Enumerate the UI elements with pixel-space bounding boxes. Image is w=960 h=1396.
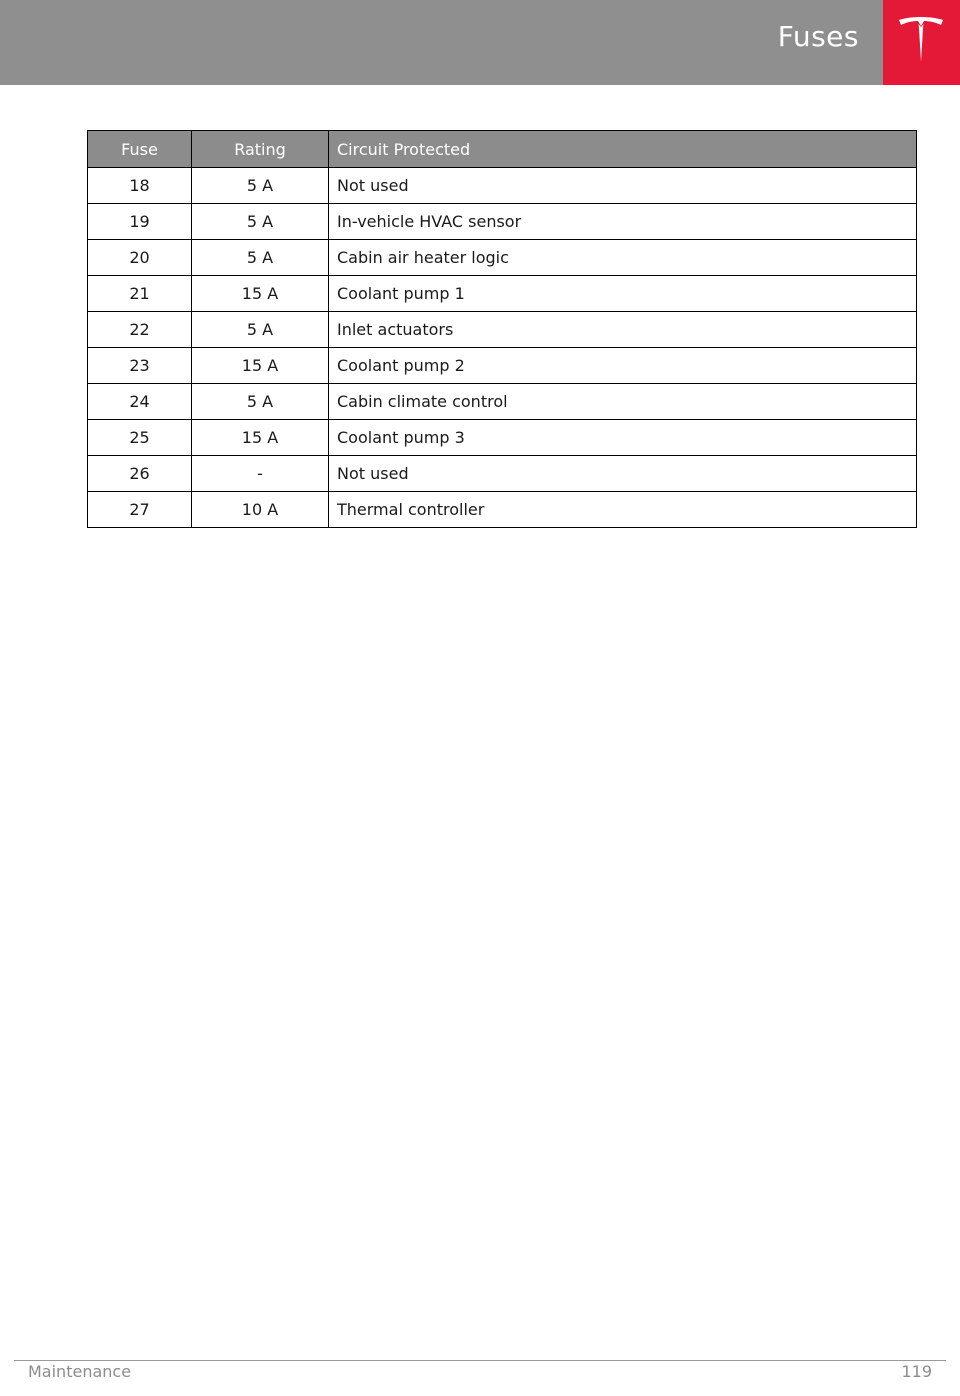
circuit-protected: Coolant pump 1: [329, 276, 917, 312]
circuit-protected: In-vehicle HVAC sensor: [329, 204, 917, 240]
table-row: [88, 312, 917, 348]
footer-section-label: Maintenance: [28, 1362, 132, 1381]
column-header-circuit: Circuit Protected: [329, 131, 917, 168]
footer-divider: [14, 1360, 946, 1361]
circuit-protected: Cabin climate control: [329, 384, 917, 420]
fuse-number: 20: [88, 240, 192, 276]
circuit-protected: Coolant pump 2: [329, 348, 917, 384]
fuse-number: 25: [88, 420, 192, 456]
table-row: [88, 384, 917, 420]
fuse-number: 21: [88, 276, 192, 312]
tesla-logo-icon: [895, 14, 947, 68]
fuse-number: 22: [88, 312, 192, 348]
fuse-number: 27: [88, 492, 192, 528]
table-row: [88, 276, 917, 312]
fuse-number: 19: [88, 204, 192, 240]
circuit-protected: Thermal controller: [329, 492, 917, 528]
header-bar: [0, 0, 883, 85]
table-row: [88, 168, 917, 204]
table-row: [88, 204, 917, 240]
fuse-number: 26: [88, 456, 192, 492]
fuse-rating: 10 A: [192, 492, 329, 528]
fuse-rating: 5 A: [192, 168, 329, 204]
table-row: [88, 456, 917, 492]
footer-page-number: 119: [901, 1362, 932, 1381]
fuse-rating: 15 A: [192, 420, 329, 456]
fuse-number: 23: [88, 348, 192, 384]
page-title: Fuses: [777, 20, 859, 53]
table-row: [88, 420, 917, 456]
circuit-protected: Inlet actuators: [329, 312, 917, 348]
fuse-number: 18: [88, 168, 192, 204]
fuse-rating: 5 A: [192, 312, 329, 348]
table-row: [88, 348, 917, 384]
fuse-rating: 15 A: [192, 348, 329, 384]
fuse-number: 24: [88, 384, 192, 420]
fuse-rating: 15 A: [192, 276, 329, 312]
circuit-protected: Cabin air heater logic: [329, 240, 917, 276]
fuse-table: [87, 130, 917, 528]
circuit-protected: Coolant pump 3: [329, 420, 917, 456]
fuse-rating: 5 A: [192, 384, 329, 420]
table-row: [88, 492, 917, 528]
column-header-rating: Rating: [192, 131, 329, 168]
fuse-rating: 5 A: [192, 204, 329, 240]
logo-box: [883, 0, 960, 85]
circuit-protected: Not used: [329, 168, 917, 204]
fuse-rating: 5 A: [192, 240, 329, 276]
table-row: [88, 240, 917, 276]
fuse-rating: -: [192, 456, 329, 492]
circuit-protected: Not used: [329, 456, 917, 492]
column-header-fuse: Fuse: [88, 131, 192, 168]
table-header-row: [88, 131, 917, 168]
